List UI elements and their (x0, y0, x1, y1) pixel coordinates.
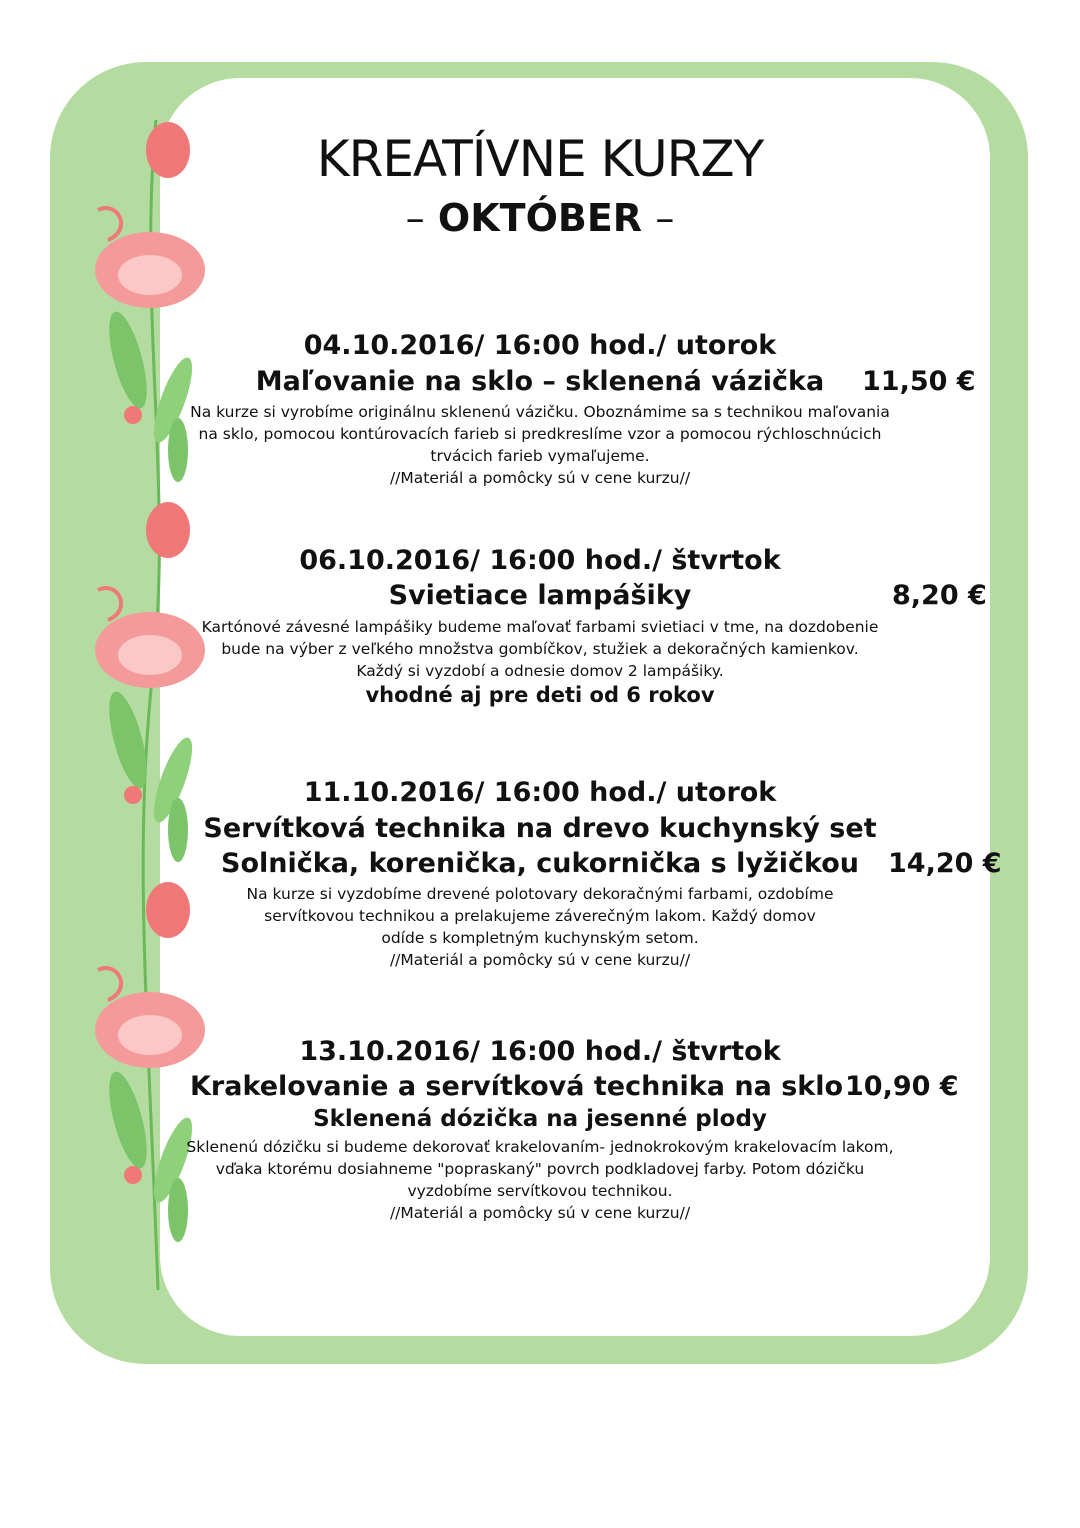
course-4-name-line-2: Sklenená dózička na jesenné plody (313, 1106, 767, 1132)
course-2-date: 06.10.2016/ 16:00 hod./ štvrtok (299, 545, 781, 576)
description-line: Na kurze si vyzdobíme drevené polotovary dekoračnými farbami, ozdobíme (246, 885, 834, 903)
subtitle-dash-right: – (655, 196, 675, 240)
course-3-price: 14,20 € (888, 848, 1002, 879)
course-2-name: Svietiace lampášiky (388, 580, 692, 611)
course-3-name-line-1: Servítková technika na drevo kuchynský set (203, 813, 877, 844)
description-line: //Materiál a pomôcky sú v cene kurzu// (389, 469, 691, 487)
description-line: Kartónové závesné lampášiky budeme maľovať farbami svietiaci v tme, na dozdobenie (201, 618, 879, 636)
course-3-date: 11.10.2016/ 16:00 hod./ utorok (303, 777, 777, 808)
course-4-price: 10,90 € (845, 1071, 959, 1102)
description-line: vyzdobíme servítkovou technikou. (407, 1182, 673, 1200)
page-subtitle (160, 196, 920, 240)
description-line: bude na výber z veľkého množstva gombíčkov, stužiek a dekoračných kamienkov. (221, 640, 859, 658)
description-line: Sklenenú dózičku si budeme dekorovať krakelovaním- jednokrokovým krakelovacím lakom, (186, 1138, 894, 1156)
description-line: //Materiál a pomôcky sú v cene kurzu// (389, 1204, 691, 1222)
course-4-date: 13.10.2016/ 16:00 hod./ štvrtok (299, 1036, 781, 1067)
course-3-name-line-2: Solnička, korenička, cukornička s lyžičkou (221, 848, 859, 879)
course-1-date: 04.10.2016/ 16:00 hod./ utorok (303, 330, 777, 361)
course-1-price: 11,50 € (862, 366, 976, 397)
description-line: trvácich farieb vymaľujeme. (430, 447, 650, 465)
course-1-description (160, 401, 920, 489)
course-4-name-line-1: Krakelovanie a servítková technika na sklo (190, 1071, 844, 1102)
description-line: Na kurze si vyrobíme originálnu sklenenú vázičku. Oboznámime sa s technikou maľovania (190, 403, 890, 421)
description-line: //Materiál a pomôcky sú v cene kurzu// (389, 951, 691, 969)
course-2-note: vhodné aj pre deti od 6 rokov (365, 683, 715, 707)
subtitle-month: OKTÓBER (437, 196, 643, 240)
course-2-description (160, 616, 920, 682)
description-line: servítkovou technikou a prelakujeme záverečným lakom. Každý domov (264, 907, 816, 925)
subtitle-dash-left: – (405, 196, 425, 240)
description-line: Každý si vyzdobí a odnesie domov 2 lampášiky. (356, 662, 724, 680)
description-line: vďaka ktorému dosiahneme "popraskaný" povrch podkladovej farby. Potom dózičku (215, 1160, 865, 1178)
course-2-price: 8,20 € (892, 580, 987, 611)
course-4-description (160, 1136, 920, 1224)
page-title: KREATÍVNE KURZY (316, 130, 764, 188)
course-1-name: Maľovanie na sklo – sklenená vázička (255, 366, 825, 397)
course-3-description (160, 883, 920, 971)
description-line: odíde s kompletným kuchynským setom. (381, 929, 699, 947)
description-line: na sklo, pomocou kontúrovacích farieb si predkreslíme vzor a pomocou rýchloschnúcich (198, 425, 882, 443)
